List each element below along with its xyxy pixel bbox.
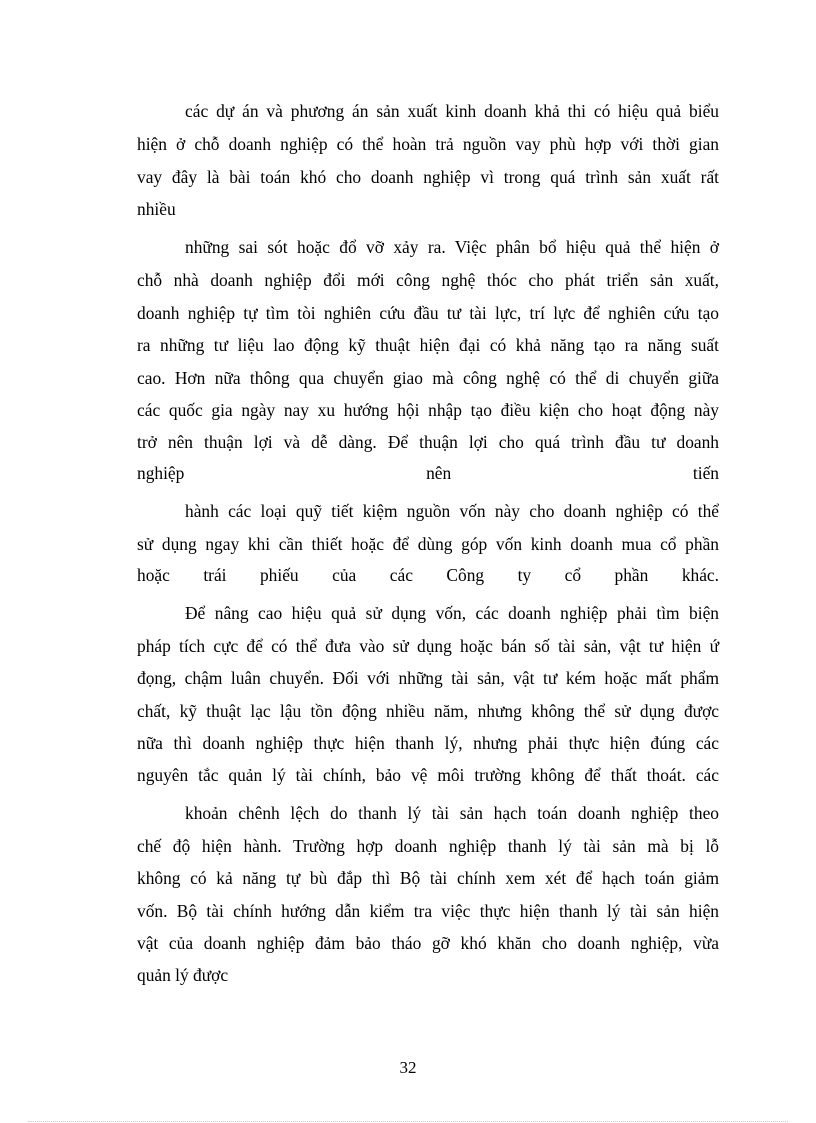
text-line: vốn. Bộ tài chính hướng dẫn kiểm tra việc thực hiện thanh lý tài sản hiện: [137, 901, 719, 921]
text-line: các quốc gia ngày nay xu hướng hội nhập tạo điều kiện cho hoạt động này: [137, 400, 719, 420]
text-line: khoản chênh lệch do thanh lý tài sản hạch toán doanh nghiệp theo: [185, 803, 719, 823]
page-number: 32: [399, 1058, 417, 1077]
text-line: chế độ hiện hành. Trường hợp doanh nghiệp thanh lý tài sản mà bị lỗ: [137, 836, 719, 856]
text-line: chỗ nhà doanh nghiệp đổi mới công nghệ thóc cho phát triển sản xuất,: [137, 270, 719, 290]
text-line: nữa thì doanh nghiệp thực hiện thanh lý, nhưng phải thực hiện đúng các: [137, 733, 719, 753]
text-line: doanh nghiệp tự tìm tòi nghiên cứu đầu tư tài lực, trí lực để nghiên cứu tạo: [137, 303, 719, 323]
text-line: các dự án và phương án sản xuất kinh doanh khả thi có hiệu quả biểu: [185, 101, 719, 121]
text-line: sử dụng ngay khi cần thiết hoặc để dùng góp vốn kinh doanh mua cổ phần: [137, 534, 719, 554]
text-line: nghiệp nên tiến: [137, 463, 719, 483]
text-line: vật của doanh nghiệp đảm bảo tháo gỡ khó khăn cho doanh nghiệp, vừa: [137, 933, 719, 953]
text-line: ra những tư liệu lao động kỹ thuật hiện đại có khả năng tạo ra năng suất: [137, 335, 719, 355]
text-line: pháp tích cực để có thể đưa vào sử dụng hoặc bán số tài sản, vật tư hiện ứ: [137, 636, 719, 656]
text-line: hành các loại quỹ tiết kiệm nguồn vốn này cho doanh nghiệp có thể: [185, 501, 719, 521]
text-line: hiện ở chỗ doanh nghiệp có thể hoàn trả nguồn vay phù hợp với thời gian: [137, 134, 719, 154]
text-line: không có kả năng tự bù đắp thì Bộ tài chính xem xét để hạch toán giảm: [137, 868, 719, 888]
text-line: trở nên thuận lợi và dễ dàng. Để thuận lợi cho quá trình đầu tư doanh: [137, 432, 719, 452]
text-line: vay đây là bài toán khó cho doanh nghiệp vì trong quá trình sản xuất rất: [137, 167, 719, 187]
text-line: hoặc trái phiếu của các Công ty cổ phần khác.: [137, 565, 719, 585]
text-line: những sai sót hoặc đổ vỡ xảy ra. Việc phân bổ hiệu quả thể hiện ở: [185, 237, 719, 257]
text-line: Để nâng cao hiệu quả sử dụng vốn, các doanh nghiệp phải tìm biện: [185, 603, 719, 623]
text-line: nhiều: [137, 199, 176, 219]
text-line: chất, kỹ thuật lạc lậu tồn động nhiều năm, nhưng không thể sử dụng được: [137, 701, 719, 721]
footer-divider: [28, 1121, 788, 1122]
text-line: cao. Hơn nữa thông qua chuyển giao mà công nghệ có thể di chuyển giữa: [137, 368, 719, 388]
text-line: quản lý được: [137, 965, 229, 985]
text-line: đọng, chậm luân chuyển. Đối với những tài sản, vật tư kém hoặc mất phẩm: [137, 668, 719, 688]
text-line: nguyên tắc quản lý tài chính, bảo vệ môi trường không để thất thoát. các: [137, 765, 719, 785]
